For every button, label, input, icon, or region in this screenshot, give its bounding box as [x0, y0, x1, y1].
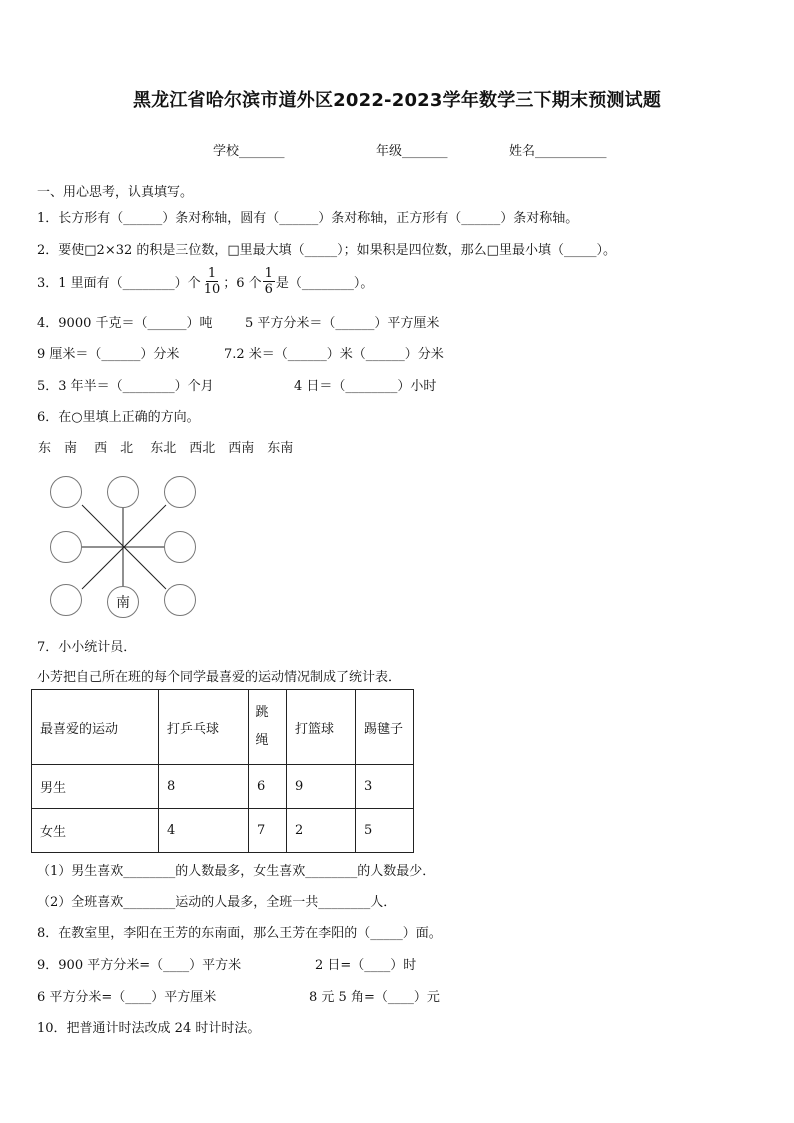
direction-circle-north[interactable] — [107, 476, 139, 508]
fraction-one-tenth — [202, 266, 223, 297]
question-3 — [37, 266, 373, 297]
direction-circle-east[interactable] — [164, 531, 196, 563]
question-5a: 5．3 年半＝（________）个月 — [37, 379, 214, 394]
statistics-table — [31, 689, 414, 853]
question-8: 8．在教室里，李阳在王芳的东南面，那么王芳在李阳的（_____）面。 — [37, 926, 442, 941]
table-cell: 4 — [159, 809, 249, 853]
question-10: 10．把普通计时法改成 24 时计时法。 — [37, 1021, 261, 1036]
school-field: 学校_______ — [213, 144, 285, 159]
direction-circle-west[interactable] — [50, 531, 82, 563]
question-3-part3: 是（________）。 — [275, 276, 374, 291]
question-7-2: （2）全班喜欢________运动的人最多，全班一共________人． — [37, 895, 397, 910]
table-cell: 5 — [356, 809, 414, 853]
question-1: 1．长方形有（______）条对称轴，圆有（______）条对称轴，正方形有（______）条对称轴。 — [37, 211, 579, 226]
fraction-one-sixth — [263, 266, 275, 297]
section-heading: 一、用心思考，认真填写。 — [37, 185, 194, 200]
question-4b: 5 平方分米＝（______）平方厘米 — [245, 316, 440, 331]
table-cell: 7 — [249, 809, 287, 853]
table-cell: 8 — [159, 765, 249, 809]
compass-diagram — [44, 473, 204, 621]
name-field: 姓名___________ — [509, 144, 607, 159]
question-9d: 8 元 5 角=（____）元 — [309, 990, 440, 1005]
question-9a: 9．900 平方分米=（____）平方米 — [37, 958, 242, 973]
question-5b: 4 日＝（________）小时 — [294, 379, 437, 394]
table-cell: 2 — [287, 809, 356, 853]
question-9b: 2 日=（____）时 — [315, 958, 417, 973]
direction-circle-northeast[interactable] — [164, 476, 196, 508]
table-header-cell: 最喜爱的运动 — [32, 690, 159, 765]
direction-circle-south — [107, 586, 139, 618]
table-cell: 男生 — [32, 765, 159, 809]
direction-words: 东 南 西 北 东北 西北 西南 东南 — [38, 441, 294, 456]
page-title: 黑龙江省哈尔滨市道外区2022-2023学年数学三下期末预测试题 — [132, 90, 662, 111]
table-cell: 9 — [287, 765, 356, 809]
fraction-denominator: 6 — [264, 282, 273, 297]
direction-circle-northwest[interactable] — [50, 476, 82, 508]
direction-circle-southwest[interactable] — [50, 584, 82, 616]
table-cell: 女生 — [32, 809, 159, 853]
table-header-cell: 打乒乓球 — [159, 690, 249, 765]
fraction-numerator: 1 — [207, 266, 217, 281]
table-cell: 6 — [249, 765, 287, 809]
south-label: 南 — [116, 595, 130, 611]
table-header-row — [32, 690, 414, 765]
table-header-cell: 打篮球 — [287, 690, 356, 765]
table-row — [32, 809, 414, 853]
question-9c: 6 平方分米=（____）平方厘米 — [37, 990, 217, 1005]
question-2: 2．要使□2×32 的积是三位数，□里最大填（_____）；如果积是四位数，那么□里最小填（_____）。 — [37, 243, 616, 258]
question-7: 7．小小统计员． — [37, 640, 137, 655]
question-4a: 4．9000 千克＝（______）吨 — [37, 316, 213, 331]
grade-field: 年级_______ — [376, 144, 448, 159]
table-header-cell: 踢毽子 — [356, 690, 414, 765]
question-3-part2: ；6 个 — [223, 276, 262, 291]
table-row — [32, 765, 414, 809]
question-7-1: （1）男生喜欢________的人数最多，女生喜欢________的人数最少． — [37, 864, 436, 879]
table-cell: 3 — [356, 765, 414, 809]
table-header-vertical-text: 跳绳 — [255, 705, 269, 748]
question-3-part1: 3．1 里面有（________）个 — [37, 276, 201, 291]
question-4d: 7.2 米＝（______）米（______）分米 — [224, 347, 444, 362]
fraction-denominator: 10 — [203, 282, 221, 297]
question-4c: 9 厘米＝（______）分米 — [37, 347, 180, 362]
fraction-numerator: 1 — [264, 266, 273, 281]
table-header-cell — [249, 690, 287, 765]
direction-circle-southeast[interactable] — [164, 584, 196, 616]
question-7-description: 小芳把自己所在班的每个同学最喜爱的运动情况制成了统计表． — [37, 670, 402, 685]
question-6: 6．在○里填上正确的方向。 — [37, 410, 200, 425]
